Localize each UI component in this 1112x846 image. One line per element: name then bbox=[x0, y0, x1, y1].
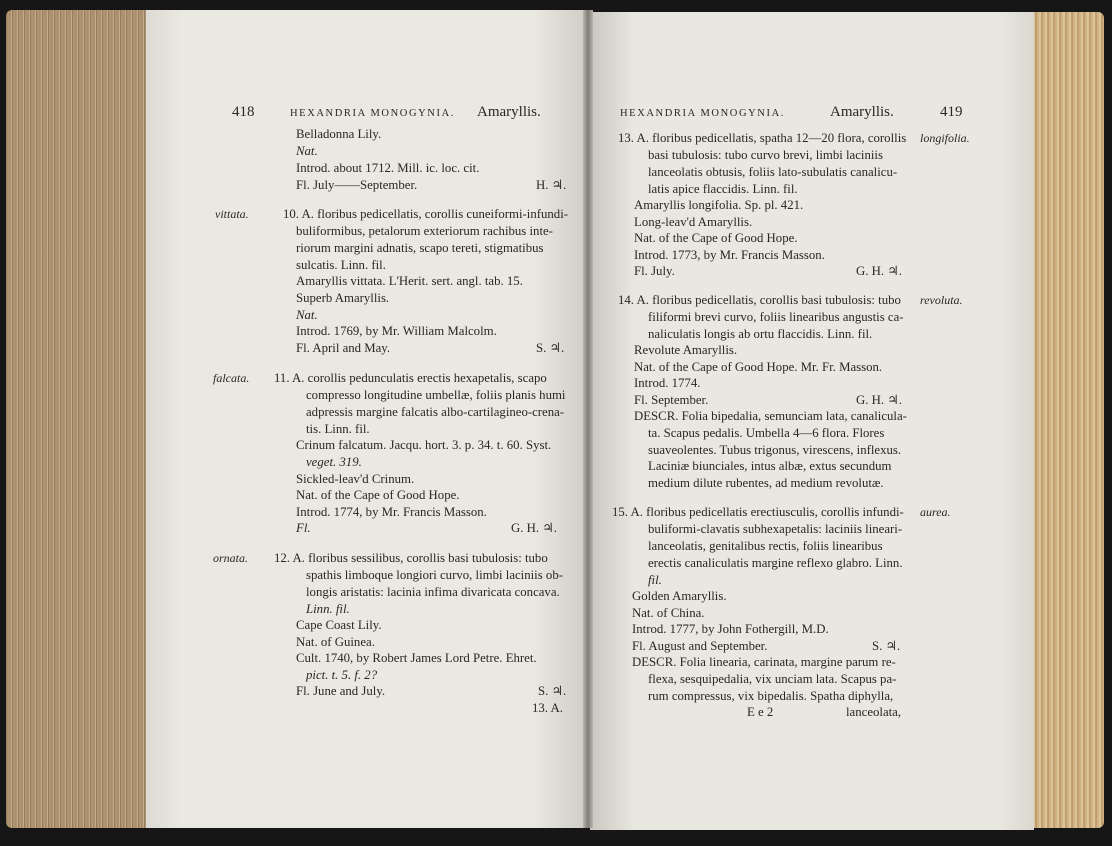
text-line: 15. A. floribus pedicellatis erectiusculis, corollis infundi- bbox=[612, 505, 904, 519]
text-line: latis apice flaccidis. Linn. fil. bbox=[648, 182, 798, 196]
text-line: Nat. of the Cape of Good Hope. bbox=[296, 488, 460, 502]
text-line: 10. A. floribus pedicellatis, corollis cuneiformi-infundi- bbox=[283, 207, 569, 221]
margin-species-label: revoluta. bbox=[920, 293, 963, 307]
text-line: lanceolata, bbox=[846, 705, 902, 719]
text-line: basi tubulosis: tubo curvo brevi, limbi laciniis bbox=[648, 148, 883, 162]
text-line: 12. A. floribus sessilibus, corollis basi tubulosis: tubo bbox=[274, 551, 548, 565]
text-line: Superb Amaryllis. bbox=[296, 291, 390, 305]
text-line: rum compressus, vix bipedalis. Spatha diphylla, bbox=[648, 689, 894, 703]
text-line: Nat. of the Cape of Good Hope. bbox=[634, 231, 798, 245]
text-line: Cult. 1740, by Robert James Lord Petre. Ehret. bbox=[296, 651, 537, 665]
text-line: veget. 319. bbox=[306, 455, 362, 469]
text-line: Fl. July. bbox=[634, 264, 675, 278]
book-gutter bbox=[583, 10, 593, 828]
text-line: Linn. fil. bbox=[306, 602, 350, 616]
text-line: E e 2 bbox=[747, 705, 774, 719]
text-line: Fl. June and July. bbox=[296, 684, 386, 698]
text-line: Belladonna Lily. bbox=[296, 127, 382, 141]
text-line: Introd. 1777, by John Fothergill, M.D. bbox=[632, 622, 829, 636]
text-line: Revolute Amaryllis. bbox=[634, 343, 738, 357]
text-line: flexa, sesquipedalia, vix unciam lata. Scapus pa- bbox=[648, 672, 897, 686]
left-page-number: 418 bbox=[232, 104, 255, 120]
text-line: Nat. bbox=[296, 144, 318, 158]
right-page-number: 419 bbox=[940, 104, 963, 120]
text-line: Fl. August and September. bbox=[632, 639, 768, 653]
margin-species-label: ornata. bbox=[213, 551, 249, 565]
text-line: S. ♃. bbox=[536, 341, 565, 355]
text-line: Crinum falcatum. Jacqu. hort. 3. p. 34. t. 60. Syst. bbox=[296, 438, 552, 452]
text-line: Amaryllis vittata. L'Herit. sert. angl. tab. 15. bbox=[296, 274, 523, 288]
text-line: lanceolatis obtusis, foliis lato-subulatis canalicu- bbox=[648, 165, 898, 179]
text-line: 13. A. bbox=[532, 701, 563, 715]
text-line: Introd. 1769, by Mr. William Malcolm. bbox=[296, 324, 497, 338]
text-line: 14. A. floribus pedicellatis, corollis basi tubulosis: tubo bbox=[618, 293, 901, 307]
text-line: riorum margini adnatis, scapo tereti, stigmatibus bbox=[296, 241, 544, 255]
text-line: Fl. September. bbox=[634, 393, 709, 407]
text-line: adpressis margine falcatis albo-cartilagineo-crena- bbox=[306, 405, 565, 419]
margin-species-label: longifolia. bbox=[920, 131, 970, 145]
text-line: Laciniæ biunciales, intus albæ, extus secundum bbox=[648, 459, 892, 473]
text-line: filiformi brevi curvo, foliis linearibus angustis ca- bbox=[648, 310, 904, 324]
text-line: H. ♃. bbox=[536, 178, 567, 192]
left-fore-edge bbox=[6, 10, 146, 828]
text-line: pict. t. 5. f. 2? bbox=[306, 668, 378, 682]
text-line: buliformi-clavatis subhexapetalis: laciniis lineari- bbox=[648, 522, 903, 536]
text-line: spathis limboque longiori curvo, limbi laciniis ob- bbox=[306, 568, 563, 582]
left-running-head: HEXANDRIA MONOGYNIA. bbox=[290, 108, 455, 119]
text-line: S. ♃. bbox=[538, 684, 567, 698]
text-line: buliformibus, petalorum exteriorum rachibus inte- bbox=[296, 224, 553, 238]
text-line: Nat. bbox=[296, 308, 318, 322]
text-line: Fl. bbox=[296, 521, 311, 535]
text-line: S. ♃. bbox=[872, 639, 901, 653]
text-line: lanceolatis, genitalibus rectis, foliis linearibus bbox=[648, 539, 883, 553]
text-line: sulcatis. Linn. fil. bbox=[296, 258, 386, 272]
text-line: G. H. ♃. bbox=[856, 393, 902, 407]
margin-species-label: falcata. bbox=[213, 371, 250, 385]
margin-species-label: aurea. bbox=[920, 505, 951, 519]
text-line: naliculatis longis ab ortu flaccidis. Linn. fil. bbox=[648, 327, 873, 341]
text-line: Fl. July——September. bbox=[296, 178, 418, 192]
text-line: Introd. 1774, by Mr. Francis Masson. bbox=[296, 505, 487, 519]
text-line: Introd. 1774. bbox=[634, 376, 701, 390]
text-line: G. H. ♃. bbox=[511, 521, 557, 535]
text-line: erectis canaliculatis margine reflexo glabro. Linn. bbox=[648, 556, 903, 570]
text-line: Sickled-leav'd Crinum. bbox=[296, 472, 415, 486]
text-line: tis. Linn. fil. bbox=[306, 422, 370, 436]
text-line: Nat. of China. bbox=[632, 606, 705, 620]
right-fore-edge bbox=[1032, 12, 1104, 828]
text-line: Long-leav'd Amaryllis. bbox=[634, 215, 753, 229]
text-line: Introd. about 1712. Mill. ic. loc. cit. bbox=[296, 161, 480, 175]
right-running-head: HEXANDRIA MONOGYNIA. bbox=[620, 108, 785, 119]
left-running-genus: Amaryllis. bbox=[477, 104, 541, 120]
text-line: 11. A. corollis pedunculatis erectis hexapetalis, scapo bbox=[274, 371, 547, 385]
text-line: Fl. April and May. bbox=[296, 341, 391, 355]
right-running-genus: Amaryllis. bbox=[830, 104, 894, 120]
text-line: Golden Amaryllis. bbox=[632, 589, 727, 603]
text-line: Cape Coast Lily. bbox=[296, 618, 382, 632]
text-line: DESCR. Folia linearia, carinata, margine parum re- bbox=[632, 655, 896, 669]
text-line: suaveolentes. Tubus trigonus, virescens, inflexus. bbox=[648, 443, 902, 457]
text-line: medium dilute rubentes, ad medium revolutæ. bbox=[648, 476, 884, 490]
text-line: ta. Scapus pedalis. Umbella 4—6 flora. Flores bbox=[648, 426, 885, 440]
text-line: compresso longitudine umbellæ, foliis planis humi bbox=[306, 388, 566, 402]
text-line: 13. A. floribus pedicellatis, spatha 12—20 flora, corollis bbox=[618, 131, 907, 145]
margin-species-label: vittata. bbox=[215, 207, 249, 221]
text-line: Amaryllis longifolia. Sp. pl. 421. bbox=[634, 198, 804, 212]
text-line: Nat. of the Cape of Good Hope. Mr. Fr. Masson. bbox=[634, 360, 883, 374]
text-line: Introd. 1773, by Mr. Francis Masson. bbox=[634, 248, 825, 262]
text-line: DESCR. Folia bipedalia, semunciam lata, canalicula- bbox=[634, 409, 907, 423]
text-line: longis aristatis: lacinia infima divaricata concava. bbox=[306, 585, 560, 599]
text-line: fil. bbox=[648, 573, 662, 587]
text-line: Nat. of Guinea. bbox=[296, 635, 375, 649]
text-line: G. H. ♃. bbox=[856, 264, 902, 278]
